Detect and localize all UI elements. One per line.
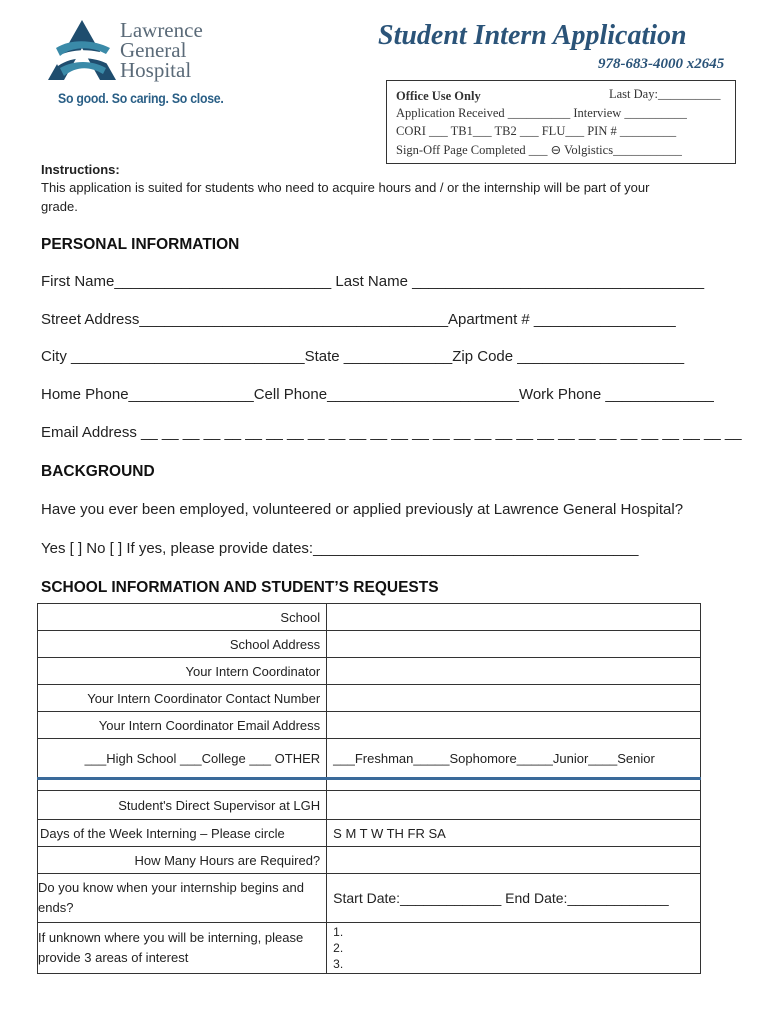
school-address-label: School Address	[38, 631, 327, 658]
page-title: Student Intern Application	[378, 20, 687, 51]
logo-mark-icon	[46, 18, 118, 82]
table-row	[38, 820, 701, 847]
background-question: Have you ever been employed, volunteered or applied previously at Lawrence General Hospital?	[41, 501, 684, 518]
days-options[interactable]: S M T W TH FR SA	[327, 820, 701, 847]
supervisor-input[interactable]	[327, 791, 701, 820]
supervisor-label: Student's Direct Supervisor at LGH	[38, 791, 327, 820]
office-last-day: Last Day:__________	[609, 87, 721, 101]
logo-name-line2: General	[120, 38, 187, 62]
name-row[interactable]: First Name__________________________ Last Name ___________________________________	[41, 273, 705, 290]
office-line-2: CORI ___ TB1___ TB2 ___ FLU___ PIN # _________	[396, 124, 677, 138]
school-info-heading: SCHOOL INFORMATION AND STUDENT’S REQUESTS	[41, 579, 439, 596]
table-row	[38, 847, 701, 874]
email-row[interactable]: Email Address __ __ __ __ __ __ __ __ __ __ __ __ __ __ __ __ __ __ __ __ __ __ __ __ __ __ __ __ __	[41, 424, 742, 441]
table-row	[38, 791, 701, 820]
hours-input[interactable]	[327, 847, 701, 874]
school-info-table	[37, 603, 701, 974]
personal-info-heading: PERSONAL INFORMATION	[41, 236, 240, 253]
table-row	[38, 604, 701, 631]
hospital-logo	[44, 18, 234, 118]
table-row	[38, 712, 701, 739]
logo-name-line3: Hospital	[120, 58, 192, 82]
school-address-input[interactable]	[327, 631, 701, 658]
logo-name-line1: Lawrence	[120, 18, 203, 42]
table-row	[38, 658, 701, 685]
instructions-text-1: This application is suited for students who need to acquire hours and / or the internship will be part of your	[41, 180, 650, 195]
office-line-1: Application Received __________ Interview __________	[396, 106, 687, 120]
table-row	[38, 923, 701, 974]
hours-label: How Many Hours are Required?	[38, 847, 327, 874]
coordinator-input[interactable]	[327, 658, 701, 685]
background-heading: BACKGROUND	[41, 463, 155, 480]
coordinator-email-label: Your Intern Coordinator Email Address	[38, 712, 327, 739]
spacer-cell	[327, 779, 701, 791]
instructions-heading: Instructions:	[41, 162, 120, 177]
logo-tagline: So good. So caring. So close.	[58, 90, 224, 106]
table-row	[38, 874, 701, 923]
days-label: Days of the Week Interning – Please circle	[38, 820, 327, 847]
areas-label: If unknown where you will be interning, please provide 3 areas of interest	[38, 923, 327, 974]
table-row	[38, 779, 701, 791]
table-row	[38, 631, 701, 658]
background-answer[interactable]: Yes [ ] No [ ] If yes, please provide dates:_______________________________________	[41, 540, 639, 557]
office-line-3: Sign-Off Page Completed ___ ⊖ Volgistics___________	[396, 143, 682, 157]
table-row	[38, 685, 701, 712]
address-row[interactable]: Street Address_____________________________________Apartment # _________________	[41, 311, 676, 328]
dates-input[interactable]: Start Date:_____________ End Date:_____________	[327, 874, 701, 923]
phone-row[interactable]: Home Phone_______________Cell Phone_______________________Work Phone _____________	[41, 386, 714, 403]
office-use-box	[386, 80, 736, 164]
table-row	[38, 739, 701, 779]
coordinator-email-input[interactable]	[327, 712, 701, 739]
school-level-options[interactable]: ___High School ___College ___ OTHER	[38, 739, 327, 779]
coordinator-contact-input[interactable]	[327, 685, 701, 712]
school-input[interactable]	[327, 604, 701, 631]
spacer-cell	[38, 779, 327, 791]
instructions-text-2: grade.	[41, 199, 78, 214]
student-year-options[interactable]: ___Freshman_____Sophomore_____Junior____Senior	[327, 739, 701, 779]
dates-label: Do you know when your internship begins and ends?	[38, 874, 327, 923]
school-label: School	[38, 604, 327, 631]
office-use-heading: Office Use Only	[396, 89, 481, 103]
phone-number: 978-683-4000 x2645	[598, 56, 725, 72]
city-row[interactable]: City ____________________________State _____________Zip Code ____________________	[41, 348, 685, 365]
coordinator-contact-label: Your Intern Coordinator Contact Number	[38, 685, 327, 712]
coordinator-label: Your Intern Coordinator	[38, 658, 327, 685]
areas-input[interactable]: 1. 2. 3.	[327, 923, 701, 974]
